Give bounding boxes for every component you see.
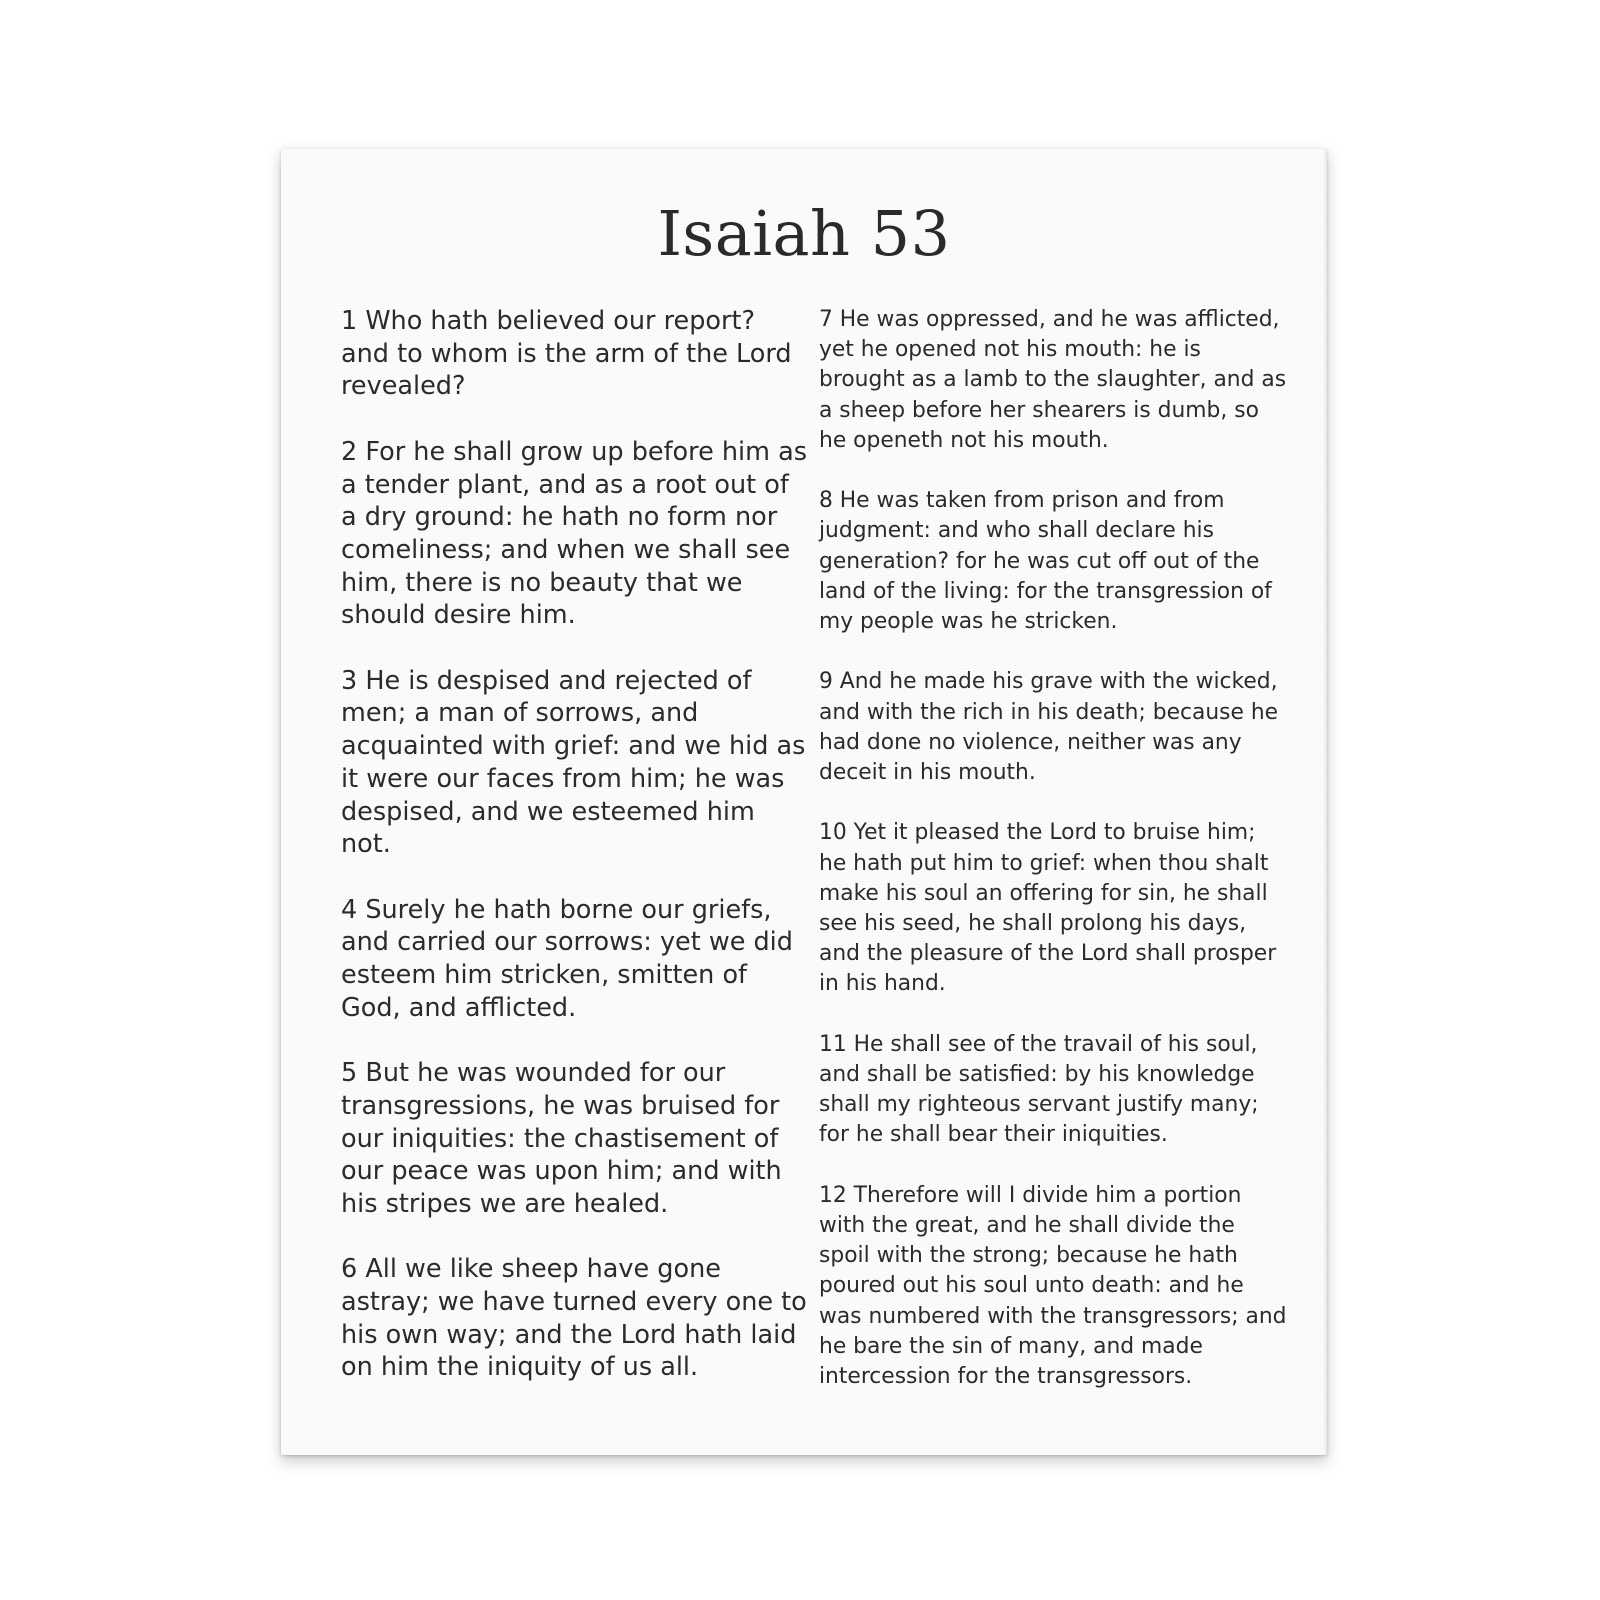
verse-2: 2 For he shall grow up before him as a tender plant, and as a root out of a dry ground: he hath no form nor comeliness; and when we shall see him, there is no beauty that we should desire him.: [341, 436, 807, 631]
verse-4: 4 Surely he hath borne our griefs, and carried our sorrows: yet we did esteem him stricken, smitten of God, and afflicted.: [341, 894, 793, 1023]
verse-11: 11 He shall see of the travail of his soul, and shall be satisfied: by his knowledge shall my righteous servant justify many; for he shall bear their iniquities.: [819, 1031, 1259, 1148]
right-column: [819, 305, 1289, 1392]
canvas-edge-shadow: [1323, 149, 1327, 1455]
verse-10: 10 Yet it pleased the Lord to bruise him; he hath put him to grief: when thou shalt make his soul an offering for sin, he shall see his seed, he shall prolong his days, and the pleasure of the Lord shall prosper in his hand.: [819, 820, 1277, 997]
verse-1: 1 Who hath believed our report? and to whom is the arm of the Lord revealed?: [341, 306, 792, 402]
verse-5: 5 But he was wounded for our transgressions, he was bruised for our iniquities: the chastisement of our peace was upon him; and with his stripes we are healed.: [341, 1058, 782, 1219]
canvas-print: [281, 149, 1327, 1455]
verse-3: 3 He is despised and rejected of men; a man of sorrows, and acquainted with grief: and we hid as it were our faces from him; he was despised, and we esteemed him not.: [341, 665, 806, 860]
verse-6: 6 All we like sheep have gone astray; we have turned every one to his own way; and the Lord hath laid on him the iniquity of us all.: [341, 1254, 807, 1383]
page-title: Isaiah 53: [657, 197, 951, 270]
verse-7: 7 He was oppressed, and he was afflicted, yet he opened not his mouth: he is brought as a lamb to the slaughter, and as a sheep before her shearers is dumb, so he openeth not his mouth.: [819, 307, 1287, 453]
verse-9: 9 And he made his grave with the wicked, and with the rich in his death; because he had done no violence, neither was any deceit in his mouth.: [819, 669, 1279, 786]
verse-8: 8 He was taken from prison and from judgment: and who shall declare his generation? for he was cut off out of the land of the living: for the transgression of my people was he stricken.: [819, 488, 1272, 635]
verse-12: 12 Therefore will I divide him a portion with the great, and he shall divide the spoil with the strong; because he hath poured out his soul unto death: and he was numbered with the transgressors; and he bare the sin of many, and made intercession for the transgressors.: [819, 1182, 1287, 1390]
left-column: [341, 305, 811, 1384]
